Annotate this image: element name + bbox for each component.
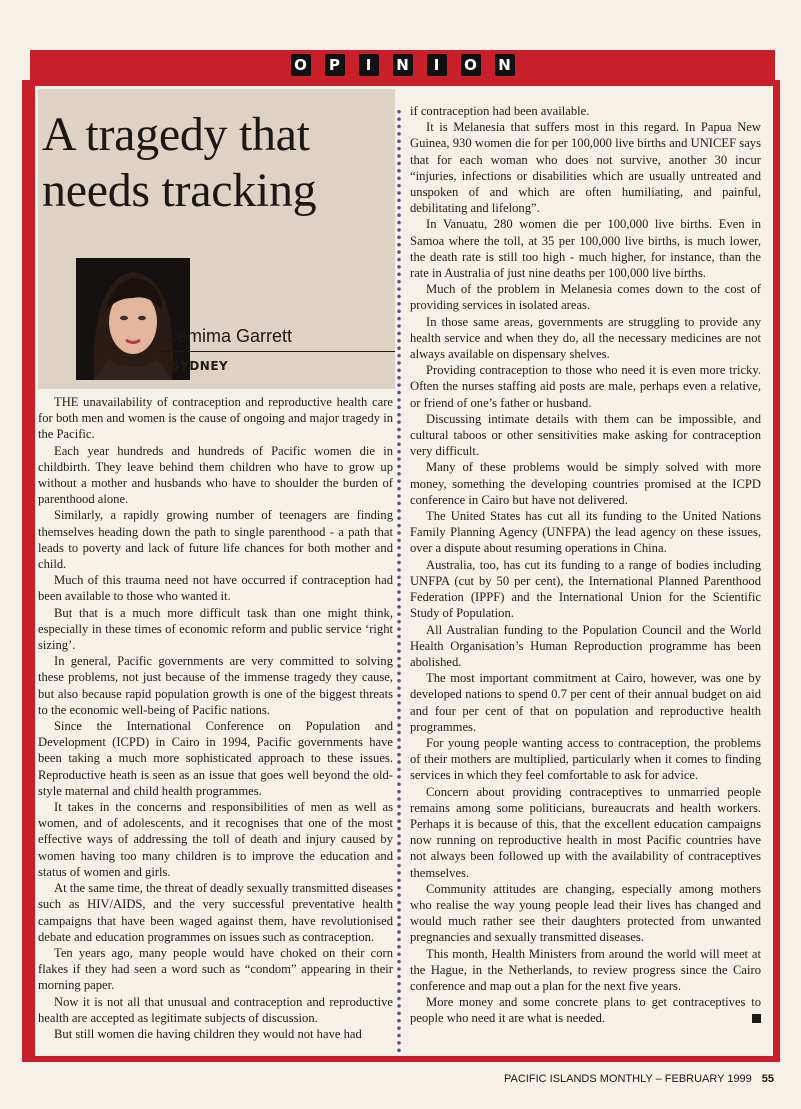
paragraph: Discussing intimate details with them can be impossible, and cultural taboos or other sensitivities make asking for contraception very difficult. [410, 411, 761, 459]
paragraph: Now it is not all that unusual and contraception and reproductive health are accepted as legitimate subjects of discussion. [38, 994, 393, 1025]
last-paragraph [410, 994, 761, 1026]
paragraph: Since the International Conference on Population and Development (ICPD) in Cairo in 1994, Pacific governments have been taking a much more sophisticated approach to these issues. Reproductive heath is seen as an issue that goes well beyond the old-style maternal and child health programmes. [38, 719, 393, 798]
headline: A tragedy that needs tracking [42, 108, 317, 217]
banner-letter: N [393, 54, 413, 76]
paragraph: Similarly, a rapidly growing number of teenagers are finding themselves heading down the path to single parenthood - a path that leads to poverty and lack of future life chances for both mother and child. [38, 508, 393, 572]
banner-letter: O [291, 54, 311, 76]
paragraph: This month, Health Ministers from around the world will meet at the Hague, in the Netherlands, to review progress since the Cairo conference and map out a plan for the next five years. [410, 946, 761, 993]
paragraph: Community attitudes are changing, especially among mothers who realise the way young people lead their lives has changed and would much rather see their daughters protected from unwanted pregnancies and sexually transmitted diseases. [410, 881, 761, 945]
left-column [38, 89, 395, 1051]
paragraph: At the same time, the threat of deadly sexually transmitted diseases such as HIV/AIDS, and the very successful preventative health campaigns that have been waged against them, have revolutionised debate and education programmes on issues such as contraception. [38, 881, 393, 944]
paragraph: if contraception had been available. [410, 104, 590, 118]
banner-letter: I [359, 54, 379, 76]
paragraph: For young people wanting access to contraception, the problems of their mothers are multiplied, particularly when it comes to finding services in which they feel comfortable to ask for advice. [410, 735, 761, 783]
paragraph: The most important commitment at Cairo, however, was one by developed nations to spend 0.7 per cent of their annual budget on aid and four per cent of that on population and reproductive health programmes. [410, 671, 761, 734]
paragraph: It takes in the concerns and responsibilities of men as well as women, and of adolescents, and it recognises that one of the most effective ways of addressing the toll of death and injury caused by women having too many children is to improve the education and status of women and girls. [38, 800, 393, 879]
paragraph: Much of this trauma need not have occurred if contraception had been available to those who wanted it. [38, 573, 393, 604]
banner-letters [30, 50, 775, 80]
end-mark-icon [752, 1014, 761, 1023]
paragraph: Australia, too, has cut its funding to a range of bodies including UNFPA (cut by 50 per cent), the International Planned Parenthood Federation (IPPF) and the International Union for the Scientific Study of Population. [410, 557, 761, 621]
paragraph: Concern about providing contraceptives to unmarried people remains among some politicians, bureaucrats and health workers. Perhaps it is because of this, that the excellent education campaigns now running on reproductive health in most Pacific countries have not always been followed up with the availability of contraceptives themselves. [410, 784, 761, 880]
paragraph: THE unavailability of contraception and reproductive health care for both men and women is the cause of ongoing and major tragedy in the Pacific. [38, 395, 393, 442]
banner-letter: O [461, 54, 481, 76]
paragraph: Many of these problems would be simply solved with more money, something the developing countries promised at the ICPD conference in Cairo but have not delivered. [410, 460, 761, 507]
paragraph: Providing contraception to those who need it is even more tricky. Often the nurses staffing aid posts are male, perhaps even a relative, or friend of one’s father or husband. [410, 363, 761, 410]
banner-letter: P [325, 54, 345, 76]
paragraph: The United States has cut all its funding to the United Nations Family Planning Agency (UNFPA) the lead agency on these issues, over a dispute about resuming operations in China. [410, 509, 761, 556]
byline-rule [161, 351, 395, 352]
banner-letter: I [427, 54, 447, 76]
paragraph: Each year hundreds and hundreds of Pacific women die in childbirth. They leave behind them children who have to grow up without a mother and husbands who have to shoulder the burden of parenthood alone. [38, 443, 393, 507]
paragraph: All Australian funding to the Population Council and the World Health Organisation’s Human Reproduction programme has been abolished. [410, 622, 761, 669]
page-footer [504, 1073, 774, 1085]
banner-letter: N [495, 54, 515, 76]
paragraph: It is Melanesia that suffers most in this regard. In Papua New Guinea, 930 women die for per 100,000 live births and UNICEF says that for each woman who does not survive, another 30 incur “injuries, infections or disabilities which are usually untreated and unspoken of and which are often humiliating, and painful, debilitating and lifelong”. [410, 120, 761, 216]
paragraph: Much of the problem in Melanesia comes down to the cost of providing services in isolated areas. [410, 282, 761, 313]
dateline: SYDNEY [171, 359, 229, 373]
paragraph: In general, Pacific governments are very committed to solving these problems, not just because of the immense tragedy they cause, but also because rapid population growth is one of the biggest threats to the economic well-being of Pacific nations. [38, 654, 393, 717]
left-column-text [38, 394, 393, 1054]
paragraph: In Vanuatu, 280 women die per 100,000 live births. Even in Samoa where the toll, at 35 per 100,000 live births, is much lower, the death rate is still too high - much higher, for instance, than the rate in Australia of just nine deaths per 100,000 live births. [410, 217, 761, 281]
paragraph: Ten years ago, many people would have choked on their corn flakes if they had seen a word such as “condom” appearing in their morning paper. [38, 945, 393, 993]
page-number: 55 [761, 1073, 775, 1085]
paragraph: But still women die having children they would not have had [54, 1026, 362, 1041]
column-divider-dots [396, 108, 402, 1053]
paragraph: In those same areas, governments are struggling to provide any health service and when they do, all the necessary medicines are not always available on dispensary shelves. [410, 314, 761, 362]
headline-panel [38, 89, 395, 389]
author-name: Jemima Garrett [168, 326, 293, 346]
paragraph: But that is a much more difficult task than one might think, especially in these times of economic reform and public service ‘right sizing’. [38, 605, 393, 653]
opinion-banner [30, 50, 775, 80]
publication-info: PACIFIC ISLANDS MONTHLY – FEBRUARY 1999 [504, 1073, 752, 1085]
right-column-text [410, 103, 761, 1058]
paragraph-text: More money and some concrete plans to get contraceptives to people who need it are what is needed. [410, 995, 761, 1026]
